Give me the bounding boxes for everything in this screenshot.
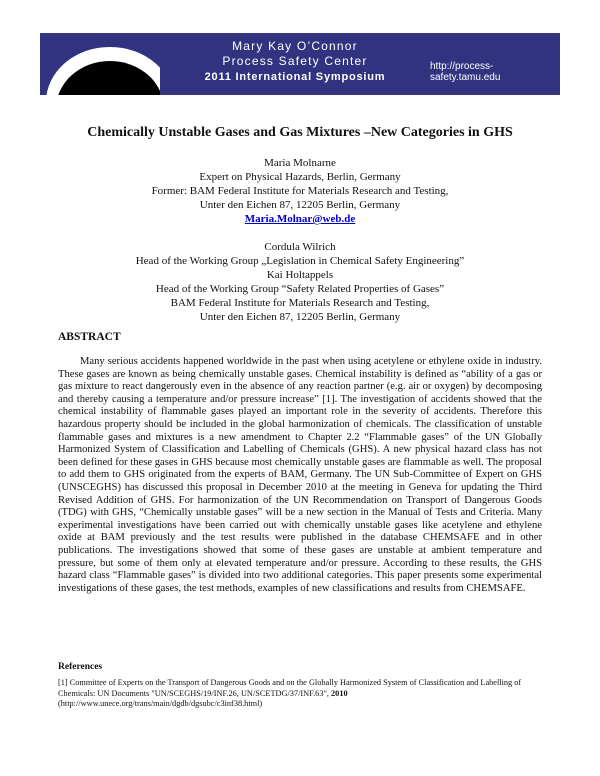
center-logo-icon: [40, 33, 160, 95]
paper-title: Chemically Unstable Gases and Gas Mixtures –New Categories in GHS: [87, 125, 513, 140]
author-line: Unter den Eichen 87, 12205 Berlin, Germany: [199, 199, 401, 211]
banner-url-link[interactable]: http://process-safety.tamu.edu: [430, 61, 501, 83]
symposium-banner: [40, 33, 560, 95]
author-line: Head of the Working Group „Legislation in Chemical Safety Engineering”: [135, 255, 465, 267]
author-line: Cordula Wilrich: [264, 241, 336, 253]
reference-item: [58, 678, 542, 710]
banner-line-2: Process Safety Center: [222, 54, 368, 68]
author-line: Expert on Physical Hazards, Berlin, Germany: [199, 171, 401, 183]
references-heading: References: [58, 662, 103, 672]
banner-line-3: 2011 International Symposium: [204, 71, 386, 83]
abstract-heading: ABSTRACT: [58, 331, 121, 343]
author-email-link[interactable]: Maria.Molnar@web.de: [244, 213, 356, 225]
author-line: Unter den Eichen 87, 12205 Berlin, Germany: [199, 311, 401, 323]
banner-title: [170, 39, 420, 86]
author-line: Maria Molnarne: [264, 157, 336, 169]
author-affiliations: [40, 156, 560, 324]
author-line: Kai Holtappels: [266, 269, 334, 281]
reference-year: 2010: [331, 688, 348, 698]
author-line: Head of the Working Group “Safety Related Properties of Gases”: [155, 283, 445, 295]
abstract-text: Many serious accidents happened worldwide in the past when using acetylene or ethylene oxide in industry. These gases are known as being chemically unstable gases. Chemical instability is defined as “ability of a gas or gas mixture to react dangerously even in the absence of any reaction partner (e.g. air or oxygen) by decomposing and thereby causing a temperature and/or pressure increase” [1]. The investigation of accidents showed that the chemical instability of flammable gases played an important role in the severity of accidents. Therefore this hazardous property should be included in the global harmonization of chemicals. The classification of unstable flammable gases and mixtures is a new amendment to Chapter 2.2 “Flammable gases” of the UN Globally Harmonized System of Classification and Labelling of Chemicals (GHS). A new physical hazard class has not been defined for these gases in GHS because most chemically unstable gases are flammable as well. The proposal to add them to GHS originated from the experts of BAM, Germany. The UN Sub-Committee of Expert on GHS (UNSCEGHS) has discussed this proposal in December 2010 at the meeting in Geneva for updating the Third Revised Addition of GHS. For harmonization of the UN Recommendation on Transport of Dangerous Goods (TDG) with GHS, “Chemically unstable gases” will be a new section in the Manual of Tests and Criteria. Many experimental investigations have been carried out with chemically unstable gases like acetylene and ethylene oxide at BAM previously and the test results were published in the database CHEMSAFE and in other publications. The investigations showed that some of these gases are unstable at ambient temperature and pressure, but some of them only at elevated temperature and/or pressure. According to these results, the GHS hazard class “Flammable gases” is divided into two additional categories. This paper presents some experimental investigations of these gases, the test methods, examples of new classifications and results from CHEMSAFE.: [58, 356, 542, 594]
author-line: BAM Federal Institute for Materials Research and Testing,: [170, 297, 430, 309]
reference-url: (http://www.unece.org/trans/main/dgdb/dgsubc/c3inf38.html): [58, 699, 263, 709]
banner-line-1: Mary Kay O’Connor: [232, 39, 358, 53]
author-line: Former: BAM Federal Institute for Materials Research and Testing,: [151, 185, 449, 197]
reference-text: [1] Committee of Experts on the Transport of Dangerous Goods and on the Globally Harmonized System of Classification and Labelling of Chemicals: UN Documents "UN/SCEGHS/19/INF.26, UN/SCETDG/37/INF.63",: [58, 678, 522, 698]
